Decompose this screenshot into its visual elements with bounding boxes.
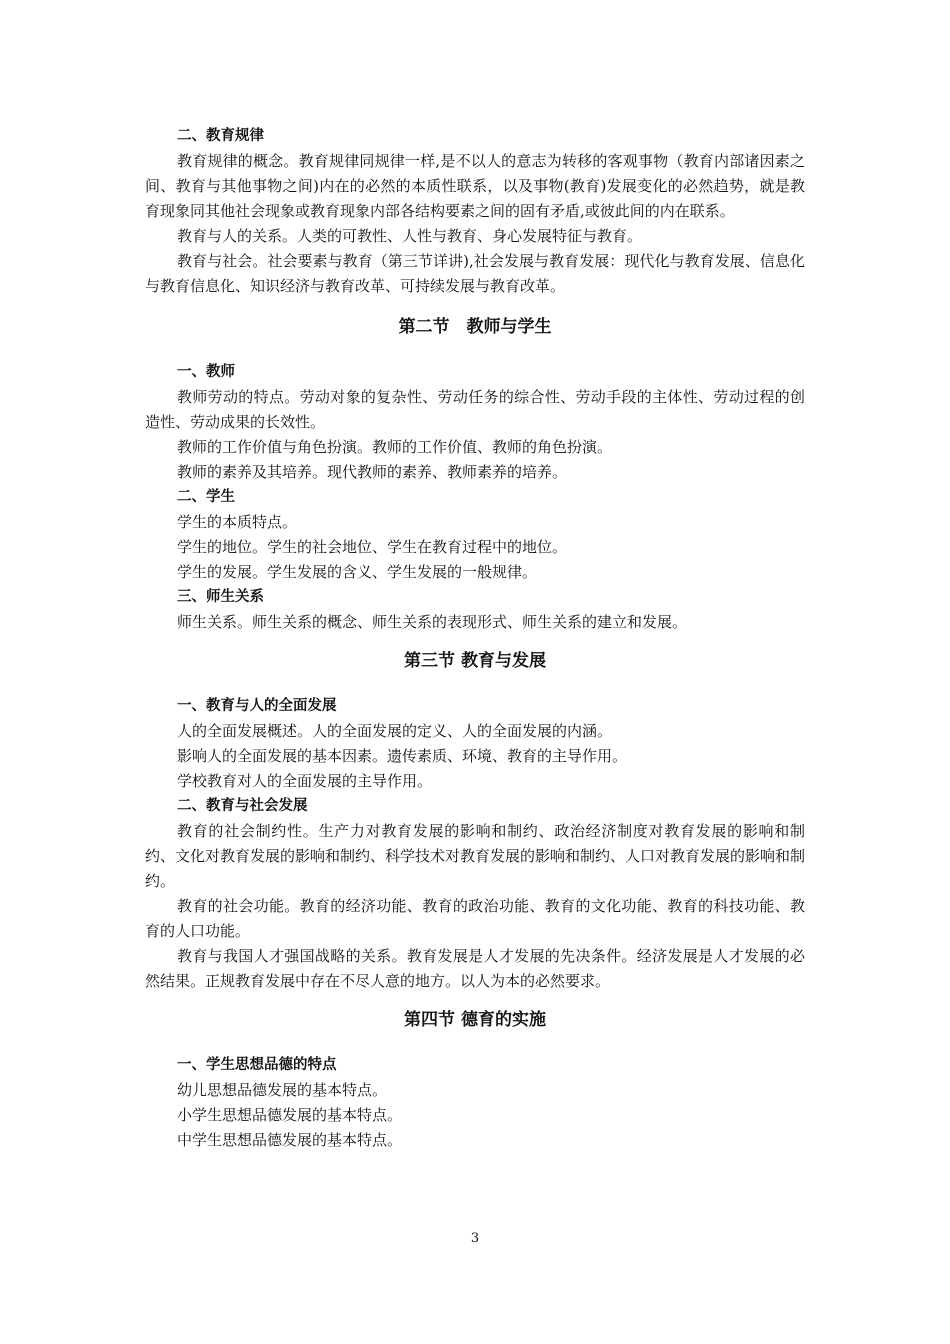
paragraph: 教师的素养及其培养。现代教师的素养、教师素养的培养。 — [177, 463, 568, 481]
heading-moral-traits: 一、学生思想品德的特点 — [177, 1057, 337, 1073]
paragraph: 教育与我国人才强国战略的关系。教育发展是人才发展的先决条件。经济发展是人才发展的必然结果。正规教育发展中存在不尽人意的地方。以人为本的必然要求。 — [145, 947, 805, 990]
paragraph: 中学生思想品德发展的基本特点。 — [177, 1131, 403, 1149]
section-title-moral-education: 第四节 德育的实施 — [404, 1010, 546, 1030]
section-title-teacher-student: 第二节 教师与学生 — [398, 317, 552, 337]
paragraph: 师生关系。师生关系的概念、师生关系的表现形式、师生关系的建立和发展。 — [177, 613, 688, 631]
section-title-education-development: 第三节 教育与发展 — [404, 651, 546, 671]
heading-teacher-student-relation: 三、师生关系 — [177, 589, 264, 605]
heading-student: 二、学生 — [177, 489, 235, 505]
paragraph: 人的全面发展概述。人的全面发展的定义、人的全面发展的内涵。 — [177, 722, 613, 740]
paragraph: 教育与人的关系。人类的可教性、人性与教育、身心发展特征与教育。 — [177, 227, 643, 245]
paragraph: 教育与社会。社会要素与教育（第三节详讲),社会发展与教育发展：现代化与教育发展、信息化与教育信息化、知识经济与教育改革、可持续发展与教育改革。 — [145, 252, 805, 295]
paragraph: 学生的地位。学生的社会地位、学生在教育过程中的地位。 — [177, 538, 568, 556]
paragraph: 教育规律的概念。教育规律同规律一样,是不以人的意志为转移的客观事物（教育内部诸因素之间、教育与其他事物之间)内在的必然的本质性联系，以及事物(教育)发展变化的必然趋势，就是教育现象同其他社会现象或教育现象内部各结构要素之间的固有矛盾,或彼此间的内在联系。 — [145, 152, 805, 220]
paragraph: 教师的工作价值与角色扮演。教师的工作价值、教师的角色扮演。 — [177, 438, 613, 456]
page-content — [145, 124, 805, 1153]
paragraph: 小学生思想品德发展的基本特点。 — [177, 1106, 403, 1124]
heading-person-development: 一、教育与人的全面发展 — [177, 698, 337, 714]
paragraph: 影响人的全面发展的基本因素。遗传素质、环境、教育的主导作用。 — [177, 747, 628, 765]
heading-society-development: 二、教育与社会发展 — [177, 798, 308, 814]
heading-teacher: 一、教师 — [177, 364, 235, 380]
paragraph: 学校教育对人的全面发展的主导作用。 — [177, 772, 433, 790]
heading-education-laws: 二、教育规律 — [177, 128, 264, 144]
paragraph: 教育的社会制约性。生产力对教育发展的影响和制约、政治经济制度对教育发展的影响和制约、文化对教育发展的影响和制约、科学技术对教育发展的影响和制约、人口对教育发展的影响和制约。 — [145, 822, 806, 890]
paragraph: 学生的本质特点。 — [177, 513, 298, 531]
paragraph: 学生的发展。学生发展的含义、学生发展的一般规律。 — [177, 563, 538, 581]
page-number: 3 — [470, 1231, 480, 1246]
paragraph: 教育的社会功能。教育的经济功能、教育的政治功能、教育的文化功能、教育的科技功能、教育的人口功能。 — [145, 897, 805, 940]
paragraph: 幼儿思想品德发展的基本特点。 — [177, 1081, 388, 1099]
paragraph: 教师劳动的特点。劳动对象的复杂性、劳动任务的综合性、劳动手段的主体性、劳动过程的创造性、劳动成果的长效性。 — [145, 388, 805, 431]
